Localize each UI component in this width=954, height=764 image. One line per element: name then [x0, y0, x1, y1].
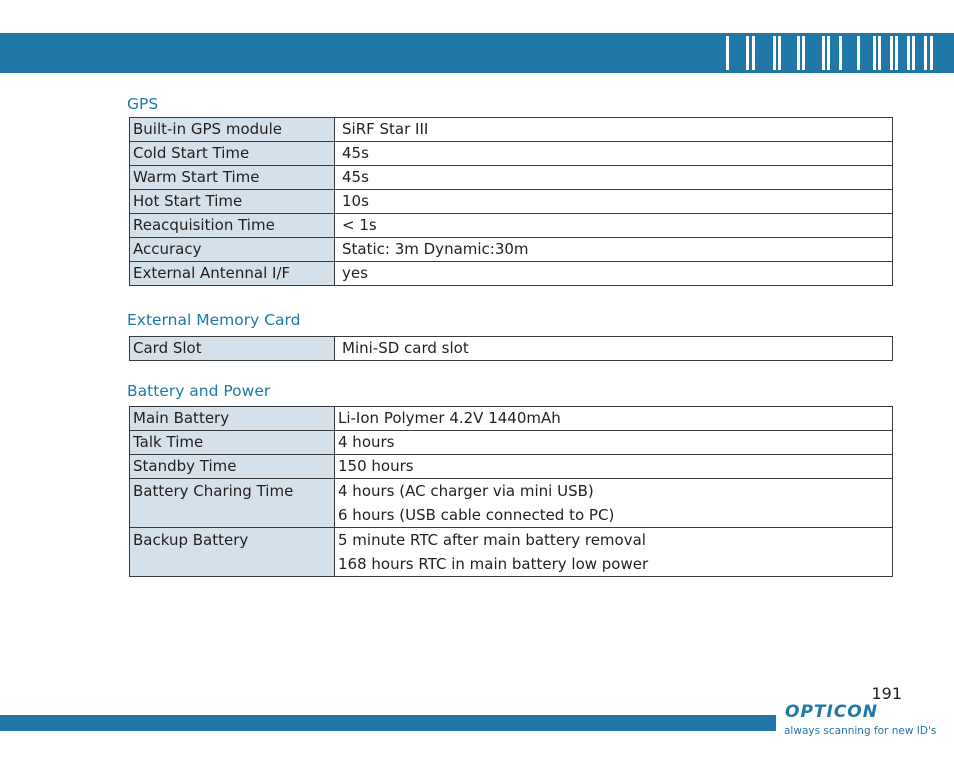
spec-label: Warm Start Time	[130, 166, 335, 190]
page-number: 191	[871, 684, 902, 703]
spec-value-line: 6 hours (USB cable connected to PC)	[338, 506, 615, 524]
spec-value: Mini-SD card slot	[335, 337, 893, 361]
table-row	[130, 479, 893, 528]
table-row	[130, 118, 893, 142]
barcode-graphic-icon	[726, 36, 938, 70]
spec-value: Li-Ion Polymer 4.2V 1440mAh	[335, 407, 893, 431]
table-row	[130, 190, 893, 214]
spec-label: Cold Start Time	[130, 142, 335, 166]
spec-value: Static: 3m Dynamic:30m	[335, 238, 893, 262]
spec-value: SiRF Star III	[335, 118, 893, 142]
gps-section-title: GPS	[127, 95, 159, 113]
table-row	[130, 142, 893, 166]
battery-spec-table	[129, 406, 893, 577]
spec-value: 150 hours	[335, 455, 893, 479]
spec-label: Card Slot	[130, 337, 335, 361]
gps-spec-table	[129, 117, 893, 286]
spec-label: Reacquisition Time	[130, 214, 335, 238]
table-row	[130, 337, 893, 361]
spec-label: Talk Time	[130, 431, 335, 455]
memory-section-title: External Memory Card	[127, 311, 301, 329]
table-row	[130, 407, 893, 431]
table-row	[130, 455, 893, 479]
battery-section-title: Battery and Power	[127, 382, 271, 400]
spec-label: External Antennal I/F	[130, 262, 335, 286]
spec-value-line: 168 hours RTC in main battery low power	[338, 555, 649, 573]
spec-label: Main Battery	[130, 407, 335, 431]
spec-value: 10s	[335, 190, 893, 214]
table-row	[130, 238, 893, 262]
spec-value-line: 4 hours (AC charger via mini USB)	[338, 482, 594, 500]
table-row	[130, 528, 893, 577]
footer-band	[0, 715, 776, 731]
spec-label: Accuracy	[130, 238, 335, 262]
opticon-logo: OPTICON	[785, 702, 878, 722]
spec-value: yes	[335, 262, 893, 286]
table-row	[130, 431, 893, 455]
spec-label: Standby Time	[130, 455, 335, 479]
logo-tagline: always scanning for new ID's	[784, 725, 937, 737]
spec-value: 4 hours	[335, 431, 893, 455]
spec-value: < 1s	[335, 214, 893, 238]
spec-value-line: 5 minute RTC after main battery removal	[338, 531, 646, 549]
spec-label: Hot Start Time	[130, 190, 335, 214]
spec-value	[335, 528, 893, 577]
spec-value	[335, 479, 893, 528]
table-row	[130, 166, 893, 190]
table-row	[130, 214, 893, 238]
spec-value: 45s	[335, 142, 893, 166]
table-row	[130, 262, 893, 286]
spec-label: Battery Charing Time	[130, 479, 335, 528]
memory-spec-table	[129, 336, 893, 361]
spec-label: Built-in GPS module	[130, 118, 335, 142]
spec-label: Backup Battery	[130, 528, 335, 577]
spec-value: 45s	[335, 166, 893, 190]
